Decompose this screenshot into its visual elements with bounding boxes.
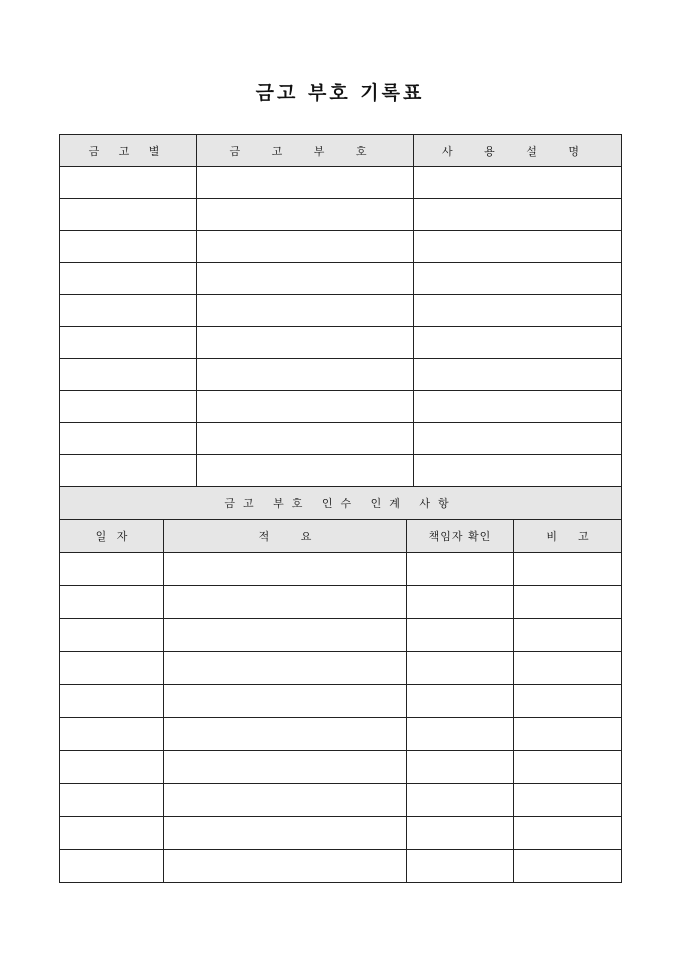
remarks-cell[interactable] <box>514 685 622 718</box>
header-supervisor-confirm: 책임자 확인 <box>407 520 514 553</box>
safe-code-cell[interactable] <box>197 295 414 327</box>
remarks-cell[interactable] <box>514 850 622 883</box>
safe-code-cell[interactable] <box>197 359 414 391</box>
remarks-cell[interactable] <box>514 817 622 850</box>
safe-cell[interactable] <box>60 391 197 423</box>
remarks-cell[interactable] <box>514 652 622 685</box>
date-cell[interactable] <box>60 751 164 784</box>
document-title: 금고 부호 기록표 <box>255 82 425 104</box>
remarks-cell[interactable] <box>514 718 622 751</box>
confirm-cell[interactable] <box>407 784 514 817</box>
safe-code-header-row <box>60 135 622 167</box>
handover-row <box>60 652 622 685</box>
usage-cell[interactable] <box>414 327 622 359</box>
date-cell[interactable] <box>60 586 164 619</box>
handover-section-row <box>60 487 622 520</box>
safe-cell[interactable] <box>60 199 197 231</box>
date-cell[interactable] <box>60 817 164 850</box>
handover-section-title: 금고 부호 인수 인계 사항 <box>60 487 622 520</box>
safe-code-row <box>60 391 622 423</box>
confirm-cell[interactable] <box>407 850 514 883</box>
safe-code-cell[interactable] <box>197 231 414 263</box>
summary-cell[interactable] <box>164 553 407 586</box>
usage-cell[interactable] <box>414 455 622 487</box>
safe-cell[interactable] <box>60 359 197 391</box>
header-safe-code: 금 고 부 호 <box>197 135 414 167</box>
safe-cell[interactable] <box>60 423 197 455</box>
date-cell[interactable] <box>60 553 164 586</box>
remarks-cell[interactable] <box>514 619 622 652</box>
handover-row <box>60 817 622 850</box>
date-cell[interactable] <box>60 685 164 718</box>
usage-cell[interactable] <box>414 199 622 231</box>
safe-code-cell[interactable] <box>197 199 414 231</box>
handover-header-row <box>60 520 622 553</box>
usage-cell[interactable] <box>414 167 622 199</box>
usage-cell[interactable] <box>414 423 622 455</box>
header-usage-description: 사 용 설 명 <box>414 135 622 167</box>
remarks-cell[interactable] <box>514 784 622 817</box>
header-summary: 적 요 <box>164 520 407 553</box>
safe-code-row <box>60 263 622 295</box>
summary-cell[interactable] <box>164 784 407 817</box>
confirm-cell[interactable] <box>407 685 514 718</box>
confirm-cell[interactable] <box>407 751 514 784</box>
usage-cell[interactable] <box>414 295 622 327</box>
summary-cell[interactable] <box>164 817 407 850</box>
summary-cell[interactable] <box>164 619 407 652</box>
usage-cell[interactable] <box>414 359 622 391</box>
summary-cell[interactable] <box>164 850 407 883</box>
handover-row <box>60 586 622 619</box>
confirm-cell[interactable] <box>407 586 514 619</box>
safe-cell[interactable] <box>60 295 197 327</box>
summary-cell[interactable] <box>164 586 407 619</box>
safe-cell[interactable] <box>60 167 197 199</box>
summary-cell[interactable] <box>164 751 407 784</box>
safe-cell[interactable] <box>60 327 197 359</box>
safe-code-cell[interactable] <box>197 263 414 295</box>
usage-cell[interactable] <box>414 263 622 295</box>
safe-code-row <box>60 359 622 391</box>
confirm-cell[interactable] <box>407 817 514 850</box>
handover-row <box>60 718 622 751</box>
handover-table <box>59 486 622 883</box>
handover-row <box>60 751 622 784</box>
confirm-cell[interactable] <box>407 619 514 652</box>
handover-row <box>60 784 622 817</box>
summary-cell[interactable] <box>164 652 407 685</box>
confirm-cell[interactable] <box>407 553 514 586</box>
safe-code-row <box>60 423 622 455</box>
remarks-cell[interactable] <box>514 586 622 619</box>
handover-row <box>60 619 622 652</box>
safe-code-row <box>60 231 622 263</box>
safe-code-row <box>60 455 622 487</box>
safe-code-row <box>60 167 622 199</box>
summary-cell[interactable] <box>164 718 407 751</box>
safe-cell[interactable] <box>60 263 197 295</box>
safe-code-cell[interactable] <box>197 327 414 359</box>
date-cell[interactable] <box>60 619 164 652</box>
date-cell[interactable] <box>60 652 164 685</box>
header-safe: 금 고 별 <box>60 135 197 167</box>
date-cell[interactable] <box>60 718 164 751</box>
header-date: 일 자 <box>60 520 164 553</box>
safe-code-cell[interactable] <box>197 167 414 199</box>
summary-cell[interactable] <box>164 685 407 718</box>
handover-row <box>60 553 622 586</box>
safe-code-cell[interactable] <box>197 455 414 487</box>
safe-code-table <box>59 134 622 487</box>
header-remarks: 비 고 <box>514 520 622 553</box>
usage-cell[interactable] <box>414 231 622 263</box>
remarks-cell[interactable] <box>514 553 622 586</box>
safe-code-cell[interactable] <box>197 391 414 423</box>
safe-cell[interactable] <box>60 455 197 487</box>
safe-cell[interactable] <box>60 231 197 263</box>
handover-row <box>60 685 622 718</box>
confirm-cell[interactable] <box>407 718 514 751</box>
safe-code-cell[interactable] <box>197 423 414 455</box>
confirm-cell[interactable] <box>407 652 514 685</box>
safe-code-row <box>60 295 622 327</box>
safe-code-row <box>60 327 622 359</box>
date-cell[interactable] <box>60 850 164 883</box>
usage-cell[interactable] <box>414 391 622 423</box>
date-cell[interactable] <box>60 784 164 817</box>
handover-row <box>60 850 622 883</box>
safe-code-row <box>60 199 622 231</box>
remarks-cell[interactable] <box>514 751 622 784</box>
